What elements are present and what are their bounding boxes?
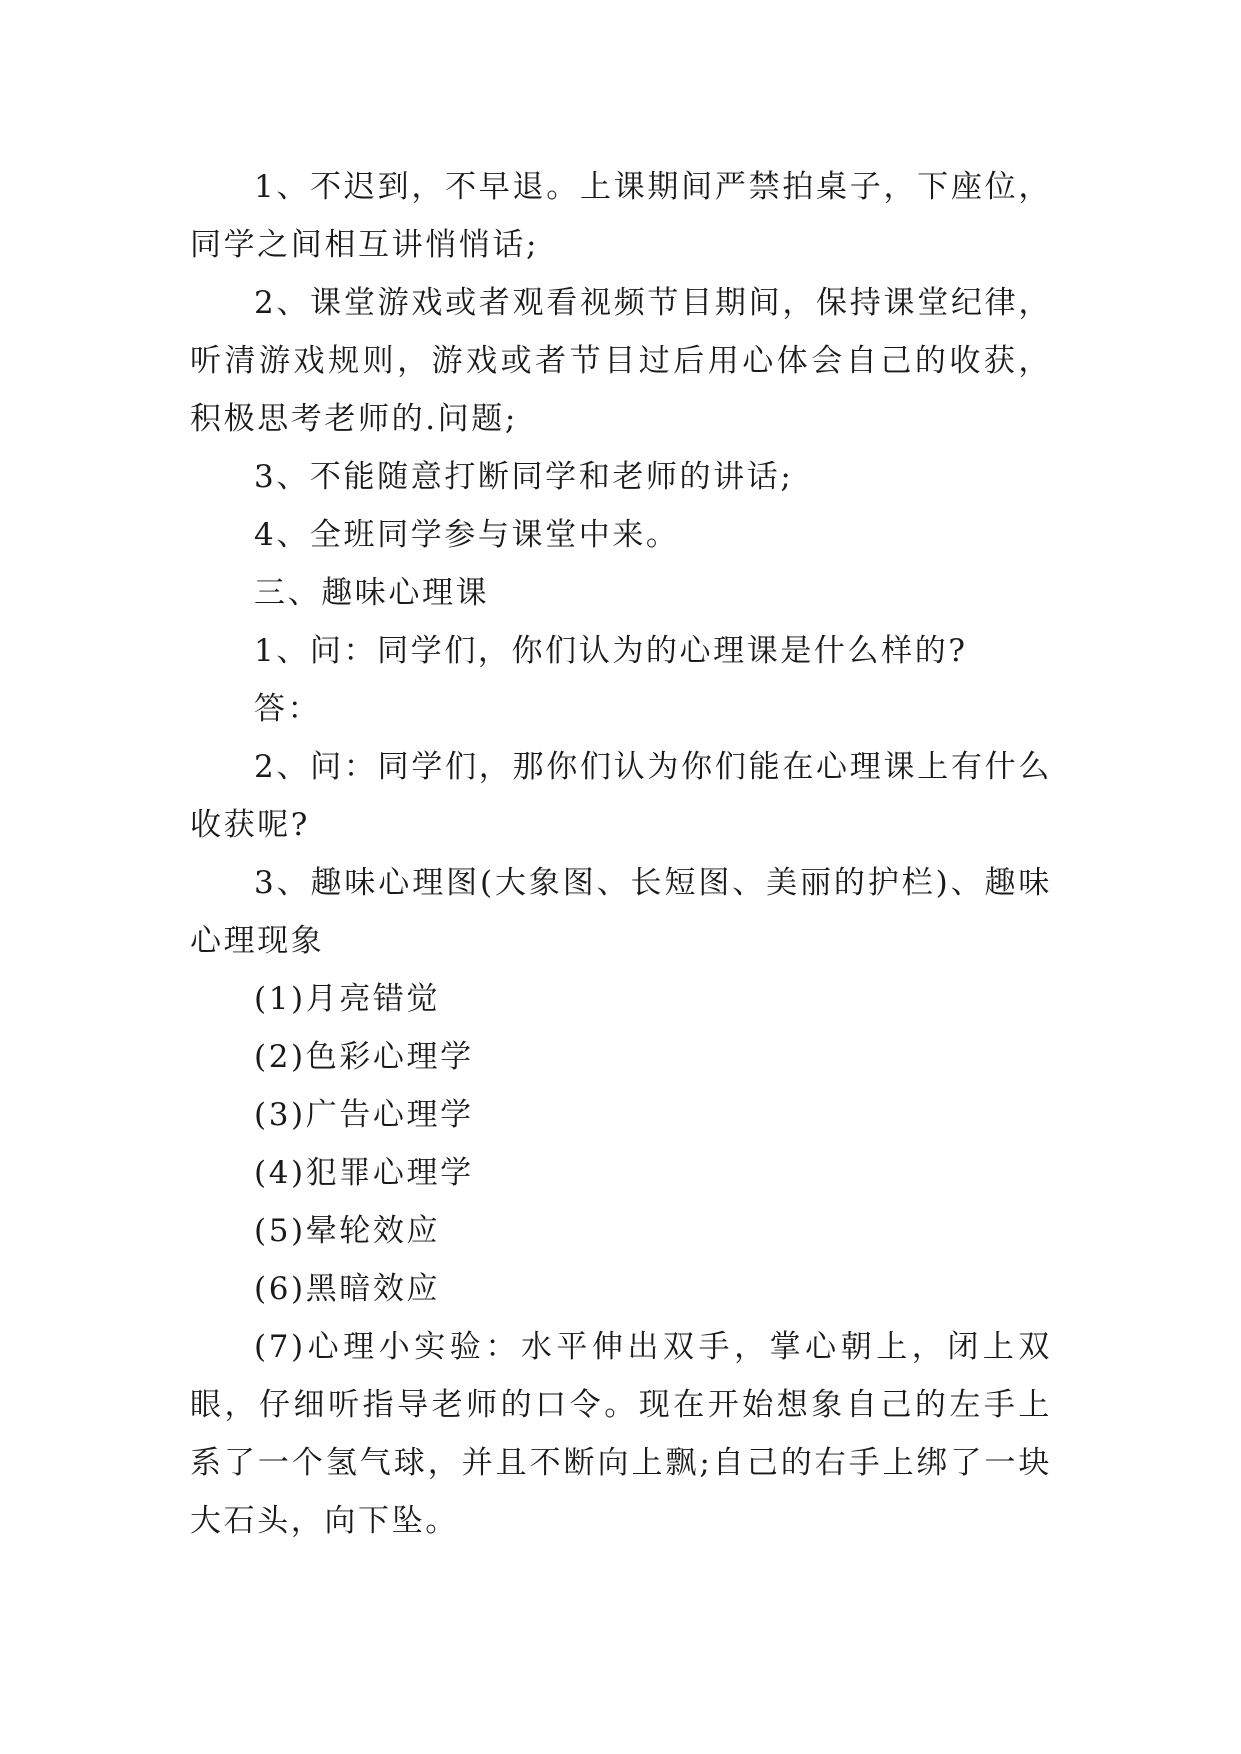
question-1: 1、问：同学们，你们认为的心理课是什么样的? — [254, 633, 968, 669]
rule-item-4: 4、全班同学参与课堂中来。 — [254, 517, 680, 553]
sub-item-4: (4)犯罪心理学 — [254, 1155, 474, 1191]
fun-psychology-item: 3、趣味心理图(大象图、长短图、美丽的护栏)、趣味心理现象 — [190, 865, 1052, 959]
sub-item-5: (5)晕轮效应 — [254, 1213, 441, 1249]
answer-label: 答： — [254, 691, 322, 727]
sub-item-3: (3)广告心理学 — [254, 1097, 474, 1133]
section-heading: 三、趣味心理课 — [254, 575, 490, 611]
question-2: 2、问：同学们，那你们认为你们能在心理课上有什么收获呢? — [190, 749, 1052, 843]
rule-item-3: 3、不能随意打断同学和老师的讲话; — [254, 459, 794, 495]
document-body — [190, 158, 1052, 1550]
rule-item-1: 1、不迟到，不早退。上课期间严禁拍桌子，下座位，同学之间相互讲悄悄话; — [190, 169, 1052, 263]
sub-item-7: (7)心理小实验：水平伸出双手，掌心朝上，闭上双眼，仔细听指导老师的口令。现在开始想象自己的左手上系了一个氢气球，并且不断向上飘;自己的右手上绑了一块大石头，向下坠。 — [190, 1329, 1052, 1539]
sub-item-2: (2)色彩心理学 — [254, 1039, 474, 1075]
sub-item-6: (6)黑暗效应 — [254, 1271, 441, 1307]
rule-item-2: 2、课堂游戏或者观看视频节目期间，保持课堂纪律，听清游戏规则，游戏或者节目过后用心体会自己的收获，积极思考老师的.问题; — [190, 285, 1052, 437]
sub-item-1: (1)月亮错觉 — [254, 981, 441, 1017]
